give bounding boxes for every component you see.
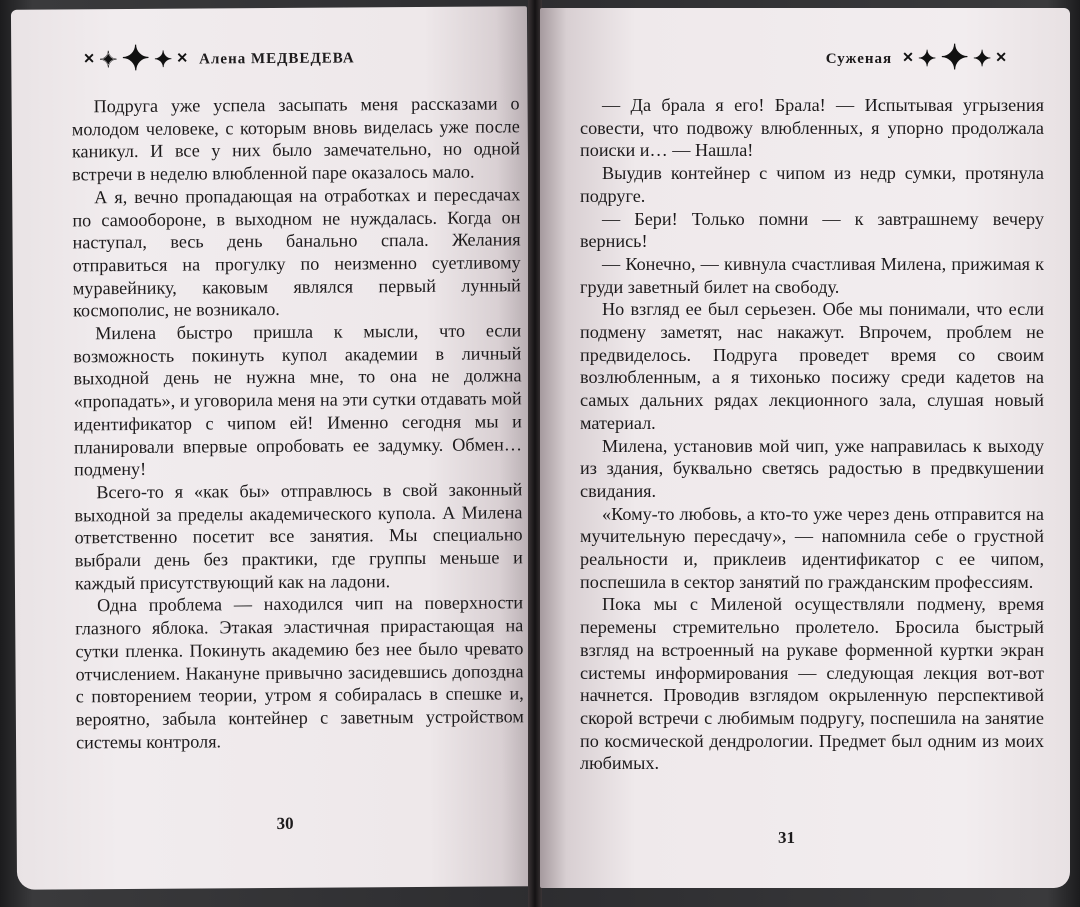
paragraph: Выудив контейнер с чипом из недр сумки, протянула подруге. — [580, 163, 1044, 206]
right-body-text — [580, 94, 1044, 775]
star-icon: ✦ — [972, 46, 993, 71]
left-page-number: 30 — [276, 813, 294, 833]
right-running-header — [826, 42, 1008, 76]
right-page-number: 31 — [778, 828, 795, 847]
star-icon: ✦ — [121, 40, 152, 79]
paragraph: Подруга уже успела засыпать меня рассказами о молодом человеке, с которым вновь виделась уже после каникул. И все у них было замечательно, но одной встречи в неделю влюбленной паре оказалось мало. — [71, 93, 520, 185]
paragraph: Милена быстро пришла к мысли, что если возможность покинуть купол академии в личный выходной день не нужна мне, то она не должна «пропадать», и уговорила меня на эти сутки отдавать мой идентификатор с чипом ей! Именно сегодня мы и планировали впервые опробовать ее задумку. Обмен… подмену! — [73, 320, 523, 480]
star-icon: ✕ — [83, 52, 97, 68]
paragraph: Пока мы с Миленой осуществляли подмену, время перемены стремительно пролетело. Бросила быстрый взгляд на встроенный на рукаве форменной куртки экран системы информирования — следующая лекция вот-вот начнется. Проводив взглядом окрыленную перспективой скорой встречи с любимым подругу, поспешила на занятие по космической дендрологии. Предмет был одним из моих любимых. — [580, 594, 1044, 774]
paragraph: Всего-то я «как бы» отправлюсь в свой законный выходной за пределы академического купола. А Милена ответственно посетит все занятия. Мы специально выбрали день без практики, где группы меньше и каждый присутствующий как на ладони. — [74, 479, 523, 594]
left-body-text — [72, 92, 525, 754]
star-icon: ✕ — [995, 51, 1008, 66]
star-icon: ✕ — [176, 51, 190, 67]
star-icon: ✦ — [917, 46, 938, 71]
star-icon: ✦ — [940, 40, 970, 77]
paragraph: Одна проблема — находился чип на поверхности глазного яблока. Этакая эластичная прирастающая на сутки пленка. Покинуть академию без нее было чревато отчислением. Накануне привычно засидевшись допоздна с повторением теории, утром я собиралась в спешке и, вероятно, забыла контейнер с заветным устройством системы контроля. — [75, 592, 524, 753]
paragraph: — Да брала я его! Брала! — Испытывая угрызения совести, что подвожу влюбленных, я упорно продолжала поиски и… — Нашла! — [580, 95, 1044, 161]
right-page — [540, 8, 1070, 888]
left-running-header — [83, 41, 355, 77]
paragraph: Милена, установив мой чип, уже направилась к выходу из здания, буквально светясь радостью в предвкушении свидания. — [580, 435, 1044, 501]
paragraph: — Бери! Только помни — к завтрашнему вечеру вернись! — [580, 208, 1044, 252]
author-name: Алена МЕДВЕДЕВА — [199, 49, 355, 67]
star-icon: ✕ — [902, 51, 915, 66]
book-title: Суженая — [825, 50, 893, 67]
paragraph: Но взгляд ее был серьезен. Обе мы понимали, что если подмену заметят, нас накажут. Впрочем, проблем не предвиделось. Подруга проведет время со своим возлюбленным, а я тихонько посижу среди кадетов на самых дальних рядах лекционного зала, слушая новый материал. — [580, 299, 1044, 433]
paragraph: — Конечно, — кивнула счастливая Милена, прижимая к груди заветный билет на свободу. — [580, 253, 1044, 297]
left-page — [11, 6, 533, 890]
star-icon: ✦ — [153, 46, 174, 72]
paragraph: «Кому-то любовь, а кто-то уже через день отправится на мучительную пересдачу», — напомнила себе о грустной реальности и, приклеив идентификатор с ее чипом, поспешила в сектор занятий по гражданским профессиям. — [580, 503, 1044, 592]
paragraph: А я, вечно пропадающая на отработках и пересдачах по самообороне, в выходном не нуждалась. Когда он наступал, весь день банально спала. Желания отправиться на прогулку по неизменно суетливому муравейнику, каковым являлся первый лунный космополис, не возникало. — [72, 184, 521, 321]
right-star-ornament — [902, 42, 1008, 76]
left-star-ornament — [83, 40, 190, 79]
star-icon: ✦ — [98, 47, 119, 73]
